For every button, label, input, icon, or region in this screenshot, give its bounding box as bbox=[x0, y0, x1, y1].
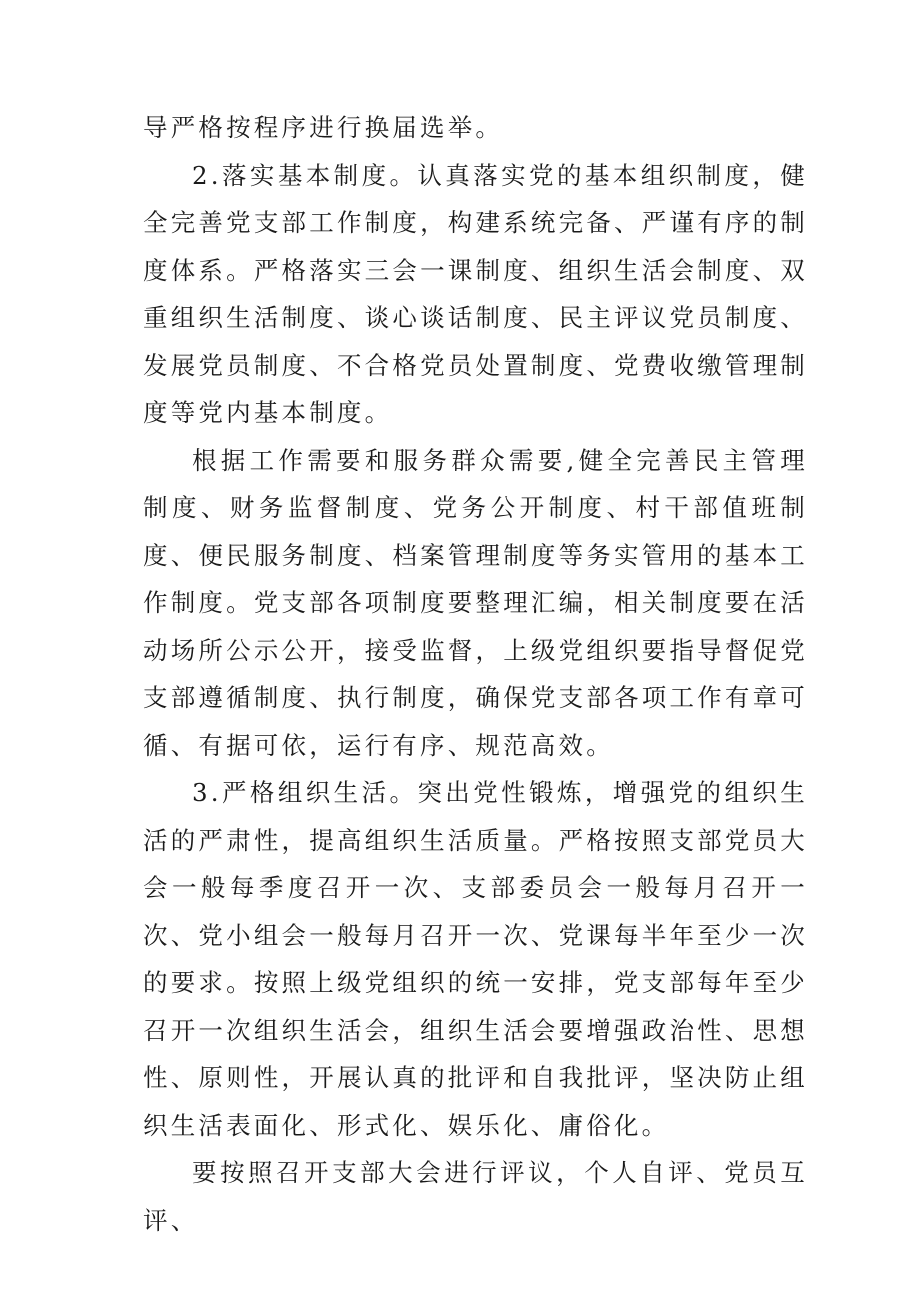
paragraph-organization-life: 3.严格组织生活。突出党性锻炼，增强党的组织生活的严肃性，提高组织生活质量。严格按照支部党员大会一般每季度召开一次、支部委员会一般每月召开一次、党小组会一般每月召开一次、党课每半年至少一次的要求。按照上级党组织的统一安排，党支部每年至少召开一次组织生活会，组织生活会要增强政治性、思想性、原则性，开展认真的批评和自我批评，坚决防止组织生活表面化、形式化、娱乐化、庸俗化。 bbox=[143, 778, 808, 1140]
paragraph-evaluation: 要按照召开支部大会进行评议，个人自评、党员互评、 bbox=[143, 1158, 808, 1235]
paragraph-continuation: 导严格按程序进行换届选举。 bbox=[143, 113, 504, 142]
paragraph-work-system: 根据工作需要和服务群众需要,健全完善民主管理制度、财务监督制度、党务公开制度、村干部值班制度、便民服务制度、档案管理制度等务实管用的基本工作制度。党支部各项制度要整理汇编，相关制度要在活动场所公示公开，接受监督，上级党组织要指导督促党支部遵循制度、执行制度，确保党支部各项工作有章可循、有据可依，运行有序、规范高效。 bbox=[143, 445, 808, 760]
paragraph-basic-system: 2.落实基本制度。认真落实党的基本组织制度，健全完善党支部工作制度，构建系统完备、严谨有序的制度体系。严格落实三会一课制度、组织生活会制度、双重组织生活制度、谈心谈话制度、民主评议党员制度、发展党员制度、不合格党员处置制度、党费收缴管理制度等党内基本制度。 bbox=[143, 160, 808, 427]
document-body bbox=[143, 104, 808, 1244]
